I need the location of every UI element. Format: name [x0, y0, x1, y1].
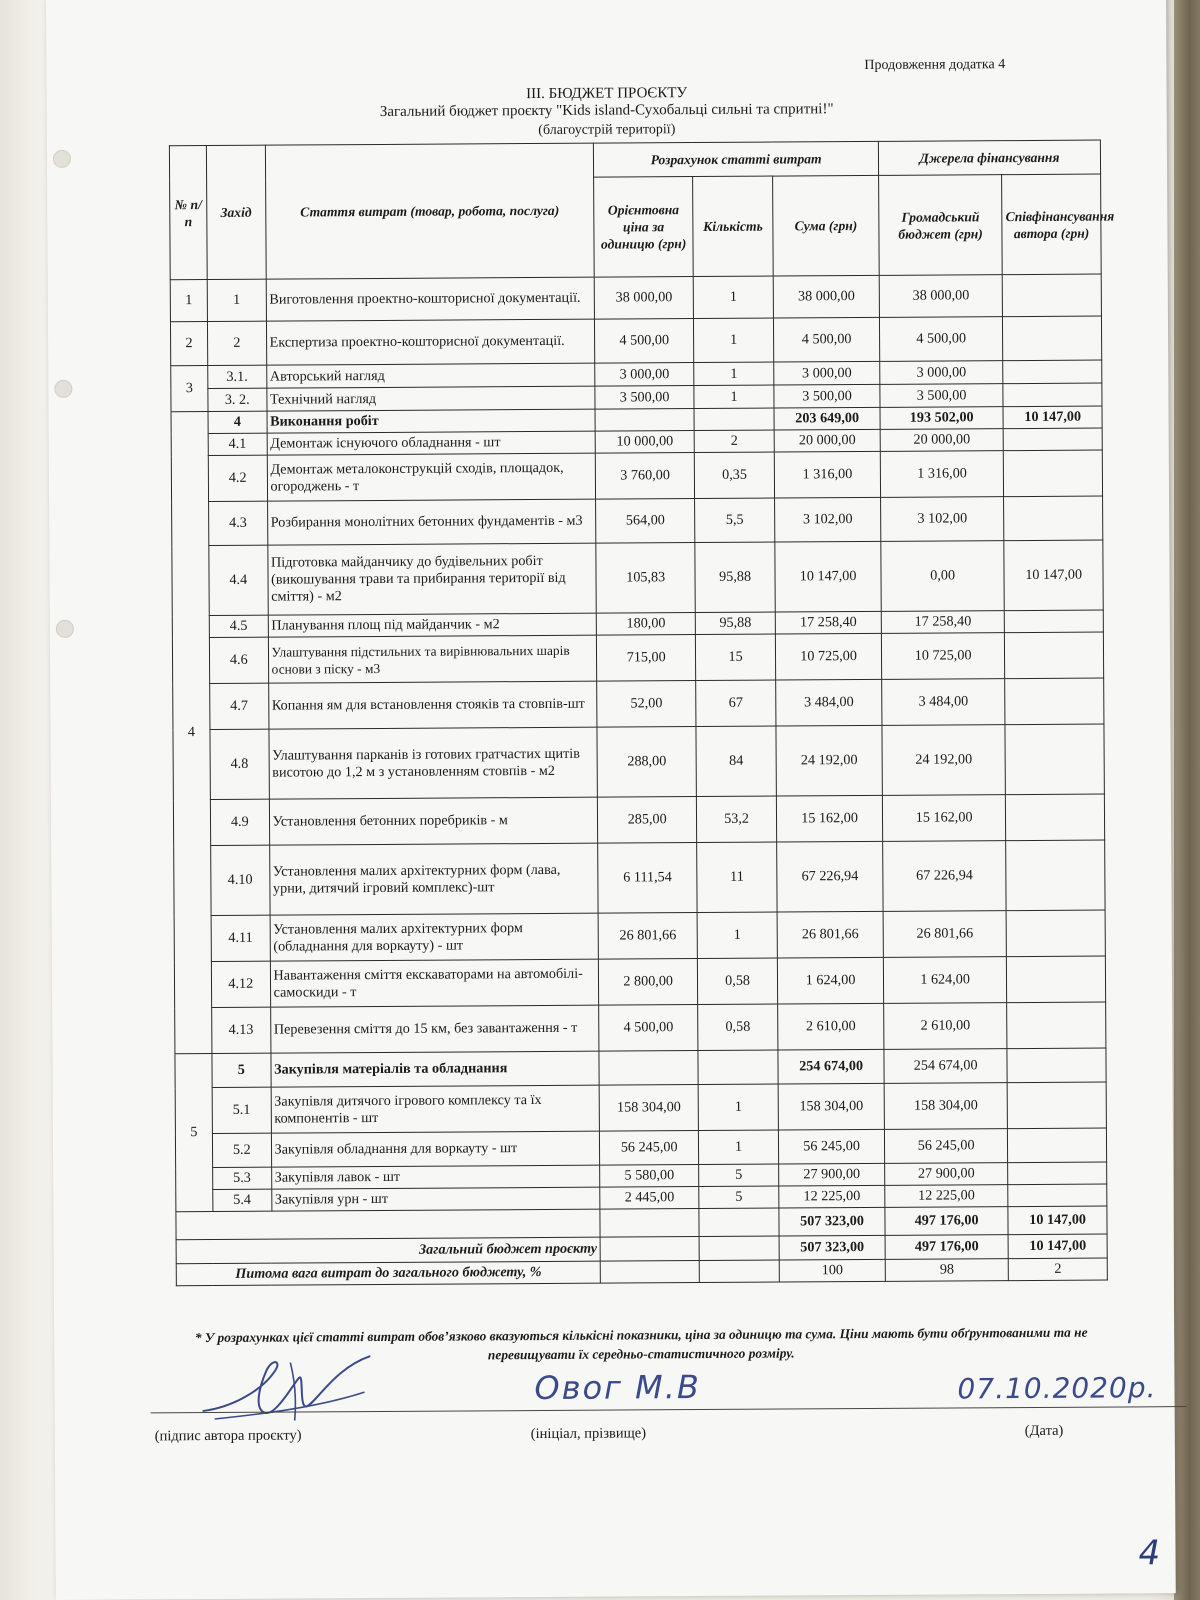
table-row — [174, 910, 1105, 962]
measure-cell: 4.4 — [209, 545, 268, 615]
total-cofinance: 10 147,00 — [1008, 1234, 1107, 1259]
public-budget-cell: 38 000,00 — [879, 275, 1003, 318]
price-cell: 158 304,00 — [599, 1085, 698, 1132]
header-sources-group: Джерела фінансування — [878, 140, 1100, 175]
item-cell: Копання ям для встановлення стояків та стовпів-шт — [268, 681, 597, 729]
handwritten-page-number: 4 — [1138, 1533, 1161, 1574]
price-cell: 180,00 — [597, 613, 696, 636]
public-budget-cell: 26 801,66 — [883, 911, 1007, 958]
sum-cell: 26 801,66 — [777, 911, 883, 958]
total-sum: 507 323,00 — [779, 1235, 885, 1260]
measure-cell: 4.1 — [208, 433, 267, 455]
row-number: 4 — [171, 412, 212, 1054]
item-cell: Установлення малих архітектурних форм (лава, урни, дитячий ігровий комплекс)-шт — [269, 843, 598, 915]
price-cell: 56 245,00 — [600, 1131, 699, 1166]
footnote: * У розрахунках цієї статті витрат обов’язково вказуються кількісні показники, ціна за одиницю та сума. Ціни мають бути обґрунтованими та не перевищувати їх середньо-статистичного розміру. — [194, 1324, 1088, 1363]
measure-cell: 5 — [212, 1053, 271, 1087]
price-cell: 3 760,00 — [596, 453, 695, 500]
table-row — [175, 1082, 1106, 1134]
public-budget-cell: 4 500,00 — [879, 317, 1003, 362]
cofinance-cell — [1004, 450, 1103, 497]
public-budget-cell: 254 674,00 — [884, 1049, 1008, 1084]
measure-cell: 1 — [207, 279, 266, 321]
handwritten-date: 07.10.2020р. — [957, 1371, 1157, 1406]
subtotal-cofinance: 10 147,00 — [1008, 1206, 1107, 1235]
public-budget-cell: 2 610,00 — [884, 1003, 1008, 1050]
total-public-budget: 497 176,00 — [885, 1235, 1008, 1260]
cofinance-cell — [1005, 724, 1104, 795]
measure-cell: 5.1 — [212, 1087, 271, 1133]
row-number: 2 — [170, 322, 207, 366]
sum-cell: 203 649,00 — [774, 407, 880, 430]
sum-cell: 24 192,00 — [776, 725, 882, 796]
subtotal-sum: 507 323,00 — [779, 1207, 885, 1236]
cofinance-cell — [1007, 956, 1106, 1003]
price-cell: 715,00 — [597, 635, 696, 682]
cofinance-cell — [1007, 1048, 1106, 1083]
item-cell: Авторський нагляд — [266, 363, 595, 388]
table-row — [172, 632, 1103, 684]
price-cell — [595, 409, 694, 432]
header-sum: Сума (грн) — [773, 175, 879, 276]
cofinance-cell: 10 147,00 — [1004, 540, 1103, 611]
table-row — [170, 274, 1101, 322]
qty-cell: 5 — [699, 1164, 779, 1186]
cofinance-cell — [1004, 496, 1103, 541]
item-cell: Технічний нагляд — [266, 386, 595, 411]
public-budget-cell: 56 245,00 — [884, 1129, 1008, 1164]
sum-cell: 12 225,00 — [779, 1185, 885, 1208]
sum-cell: 20 000,00 — [774, 429, 880, 452]
folder-edge — [1174, 0, 1200, 1600]
table-row — [172, 540, 1103, 616]
qty-cell: 0,58 — [698, 1004, 778, 1050]
measure-cell: 4.3 — [209, 501, 268, 545]
public-budget-cell: 193 502,00 — [880, 407, 1003, 430]
item-cell: Експертиза проектно-кошторисної документації. — [266, 319, 595, 365]
price-cell: 5 580,00 — [600, 1165, 699, 1188]
row-number: 1 — [170, 280, 207, 322]
sum-cell: 56 245,00 — [779, 1129, 885, 1164]
measure-cell: 4.9 — [210, 799, 269, 845]
empty-cell — [600, 1237, 699, 1262]
signature-label: (підпис автора проєкту) — [154, 1427, 302, 1445]
punch-hole — [56, 620, 74, 638]
measure-cell: 4.10 — [211, 845, 270, 915]
measure-cell: 2 — [207, 321, 266, 365]
sum-cell: 1 624,00 — [778, 957, 884, 1004]
empty-cell — [699, 1236, 779, 1260]
item-cell: Перевезення сміття до 15 км, без завантаження - т — [270, 1005, 599, 1053]
table-row — [174, 840, 1105, 916]
measure-cell: 4.8 — [210, 729, 269, 799]
punch-hole — [54, 380, 72, 398]
cofinance-cell — [1006, 840, 1105, 911]
qty-cell: 95,88 — [695, 542, 776, 612]
qty-cell: 0,35 — [694, 452, 774, 498]
sum-cell: 2 610,00 — [778, 1003, 884, 1050]
cofinance-cell — [1007, 1002, 1106, 1049]
cofinance-cell — [1008, 1162, 1107, 1185]
header-public-budget: Громадський бюджет (грн) — [879, 175, 1003, 276]
measure-cell: 3.1. — [208, 365, 267, 388]
qty-cell: 1 — [694, 362, 774, 385]
cofinance-cell: 10 147,00 — [1003, 406, 1102, 429]
sum-cell: 1 316,00 — [774, 451, 880, 498]
sum-cell: 4 500,00 — [774, 317, 880, 362]
price-cell — [599, 1051, 698, 1086]
public-budget-cell: 158 304,00 — [884, 1083, 1008, 1130]
qty-cell: 5 — [699, 1186, 779, 1208]
item-cell: Закупівля урн - шт — [271, 1187, 600, 1211]
price-cell: 26 801,66 — [598, 913, 697, 960]
sum-cell: 10 725,00 — [776, 633, 882, 680]
measure-cell: 5.2 — [212, 1133, 271, 1167]
item-cell: Закупівля обладнання для воркауту - шт — [271, 1131, 600, 1167]
price-cell: 38 000,00 — [595, 277, 694, 320]
measure-cell: 3. 2. — [208, 388, 267, 411]
item-cell: Виконання робіт — [267, 409, 596, 433]
sum-cell: 27 900,00 — [779, 1163, 885, 1186]
table-row — [173, 794, 1104, 846]
sum-cell: 158 304,00 — [778, 1083, 884, 1130]
qty-cell: 2 — [694, 430, 774, 452]
price-cell: 2 800,00 — [599, 959, 698, 1006]
public-budget-cell: 17 258,40 — [881, 611, 1004, 634]
qty-cell: 1 — [698, 1130, 778, 1164]
sum-cell: 3 102,00 — [775, 497, 881, 542]
qty-cell: 11 — [697, 842, 778, 912]
public-budget-cell: 15 162,00 — [882, 795, 1006, 842]
qty-cell: 53,2 — [696, 796, 776, 842]
sum-cell: 3 000,00 — [774, 361, 880, 385]
header-cofinance: Співфінансування автора (грн) — [1002, 174, 1101, 275]
table-row — [173, 724, 1104, 800]
qty-cell: 67 — [696, 680, 776, 726]
continuation-note: Продовження додатка 4 — [864, 57, 1006, 74]
item-cell: Демонтаж металоконструкцій сходів, площадок, огороджень - т — [267, 453, 596, 501]
price-cell: 564,00 — [596, 499, 695, 544]
public-budget-cell: 27 900,00 — [885, 1163, 1008, 1186]
sum-cell: 38 000,00 — [773, 275, 879, 318]
public-budget-cell: 24 192,00 — [882, 725, 1006, 796]
sum-cell: 3 484,00 — [776, 679, 882, 726]
table-row — [173, 678, 1104, 730]
item-cell: Демонтаж існуючого обладнання - шт — [267, 431, 596, 455]
cofinance-cell — [1005, 610, 1104, 633]
budget-title: Загальний бюджет проєкту "Kids island-Сухобальці сильні та спритні!" — [379, 101, 834, 120]
item-cell: Установлення бетонних поребриків - м — [269, 797, 598, 845]
qty-cell: 15 — [695, 634, 775, 680]
cofinance-cell — [1005, 678, 1104, 725]
public-budget-cell: 1 316,00 — [880, 451, 1004, 498]
cofinance-cell — [1003, 360, 1102, 384]
row-number: 5 — [175, 1054, 213, 1212]
item-cell: Планування площ під майданчик - м2 — [268, 613, 597, 637]
sum-cell: 254 674,00 — [778, 1049, 884, 1084]
item-cell: Підготовка майданчику до будівельних робіт (викошування трави та прибирання території від сміття) - м2 — [267, 543, 596, 615]
share-sum: 100 — [779, 1259, 885, 1282]
measure-cell: 4.2 — [208, 455, 267, 501]
header-qty: Кількість — [693, 176, 774, 276]
public-budget-cell: 20 000,00 — [880, 429, 1003, 452]
qty-cell — [698, 1050, 778, 1084]
price-cell: 2 445,00 — [600, 1187, 699, 1210]
measure-cell: 5.4 — [213, 1189, 272, 1211]
section-title: ІІІ. БЮДЖЕТ ПРОЄКТУ — [526, 85, 688, 103]
budget-table — [169, 140, 1115, 1287]
price-cell: 10 000,00 — [596, 431, 695, 454]
cofinance-cell — [1008, 1184, 1107, 1207]
qty-cell: 1 — [693, 276, 773, 318]
price-cell: 3 000,00 — [595, 363, 694, 387]
measure-cell: 4.5 — [209, 615, 268, 637]
qty-cell: 5,5 — [695, 498, 775, 542]
price-cell: 4 500,00 — [599, 1005, 698, 1052]
table-row — [175, 1048, 1106, 1088]
price-cell: 288,00 — [597, 727, 696, 798]
measure-cell: 5.3 — [213, 1167, 272, 1189]
item-cell: Виготовлення проектно-кошторисної документації. — [266, 277, 595, 321]
share-row — [176, 1258, 1107, 1286]
qty-cell: 1 — [697, 912, 777, 958]
item-cell: Улаштування парканів із готових гратчастих щитів висотою до 1,2 м з установленням стовпів - м2 — [269, 727, 598, 799]
share-cofinance: 2 — [1008, 1258, 1107, 1281]
cofinance-cell — [1005, 632, 1104, 679]
qty-cell: 95,88 — [695, 612, 775, 634]
public-budget-cell: 0,00 — [881, 541, 1005, 612]
cofinance-cell — [1006, 794, 1105, 841]
sum-cell: 3 500,00 — [774, 384, 880, 408]
price-cell: 3 500,00 — [595, 386, 694, 410]
measure-cell: 4.7 — [210, 683, 269, 729]
table-row — [172, 496, 1103, 546]
header-num: № п/п — [169, 146, 207, 280]
empty-cell — [699, 1208, 779, 1236]
price-cell: 6 111,54 — [598, 843, 697, 914]
qty-cell: 1 — [694, 385, 774, 408]
measure-cell: 4.6 — [209, 637, 268, 683]
qty-cell: 84 — [696, 726, 777, 796]
empty-cell — [601, 1261, 700, 1284]
author-signature — [194, 1348, 374, 1429]
row-number: 3 — [171, 366, 208, 412]
measure-cell: 4.11 — [211, 915, 270, 961]
public-budget-cell: 12 225,00 — [885, 1185, 1008, 1208]
price-cell: 105,83 — [596, 543, 695, 614]
item-cell: Закупівля матеріалів та обладнання — [270, 1051, 599, 1087]
empty-cell — [699, 1260, 779, 1282]
measure-cell: 4.13 — [212, 1007, 271, 1053]
public-budget-cell: 67 226,94 — [883, 841, 1007, 912]
qty-cell — [694, 408, 774, 430]
sum-cell: 10 147,00 — [775, 541, 881, 612]
total-label: Загальний бюджет проєкту — [176, 1237, 600, 1264]
cofinance-cell — [1002, 274, 1101, 317]
share-public-budget: 98 — [885, 1259, 1008, 1282]
name-label: (ініціал, прізвище) — [530, 1425, 647, 1443]
sum-cell: 17 258,40 — [775, 611, 881, 634]
header-measure: Захід — [206, 145, 265, 279]
public-budget-cell: 3 484,00 — [882, 679, 1006, 726]
cofinance-cell — [1007, 1082, 1106, 1129]
cofinance-cell — [1006, 910, 1105, 957]
cofinance-cell — [1003, 428, 1102, 451]
handwritten-name: Овог М.В — [534, 1368, 701, 1408]
price-cell: 4 500,00 — [595, 319, 694, 364]
public-budget-cell: 1 624,00 — [883, 957, 1007, 1004]
item-cell: Розбирання монолітних бетонних фундаментів - м3 — [267, 499, 596, 545]
share-label: Питома вага витрат до загального бюджету, % — [176, 1261, 600, 1286]
price-cell: 285,00 — [598, 797, 697, 844]
table-row — [175, 1002, 1106, 1054]
item-cell: Закупівля лавок - шт — [271, 1165, 600, 1189]
item-cell: Улаштування підстильних та вирівнювальних шарів основи з піску - м3 — [268, 635, 597, 683]
qty-cell: 1 — [698, 1084, 778, 1130]
item-cell: Установлення малих архітектурних форм (обладнання для воркауту) - шт — [270, 913, 599, 961]
budget-subtitle: (благоустрій території) — [538, 122, 676, 138]
item-cell: Закупівля дитячого ігрового комплексу та їх компонентів - шт — [271, 1085, 600, 1133]
public-budget-cell: 3 102,00 — [881, 497, 1005, 542]
public-budget-cell: 3 000,00 — [880, 361, 1003, 385]
public-budget-cell: 3 500,00 — [880, 384, 1003, 408]
punch-hole — [53, 150, 71, 168]
cofinance-cell — [1003, 316, 1102, 361]
document-page — [46, 0, 1176, 1600]
cofinance-cell — [1003, 383, 1102, 407]
price-cell: 52,00 — [597, 681, 696, 728]
public-budget-cell: 10 725,00 — [881, 633, 1005, 680]
qty-cell: 0,58 — [697, 958, 777, 1004]
header-item: Стаття витрат (товар, робота, послуга) — [265, 143, 595, 279]
sum-cell: 67 226,94 — [777, 841, 883, 912]
cofinance-cell — [1008, 1128, 1107, 1163]
subtotal-public-budget: 497 176,00 — [885, 1207, 1008, 1236]
qty-cell: 1 — [693, 318, 773, 362]
table-row — [175, 1128, 1106, 1168]
measure-cell: 4 — [208, 411, 267, 433]
header-calc-group: Розрахунок статті витрат — [594, 141, 879, 177]
table-row — [174, 956, 1105, 1008]
empty-cell — [600, 1209, 699, 1238]
item-cell: Навантаження сміття екскаваторами на автомобілі-самоскиди - т — [270, 959, 599, 1007]
measure-cell: 4.12 — [211, 961, 270, 1007]
table-row — [170, 316, 1101, 366]
date-label: (Дата) — [1024, 1422, 1064, 1440]
table-row — [171, 450, 1102, 502]
header-price: Орієнтовна ціна за одиницю (грн) — [594, 177, 693, 278]
subtotal-label — [176, 1209, 601, 1240]
sum-cell: 15 162,00 — [777, 795, 883, 842]
